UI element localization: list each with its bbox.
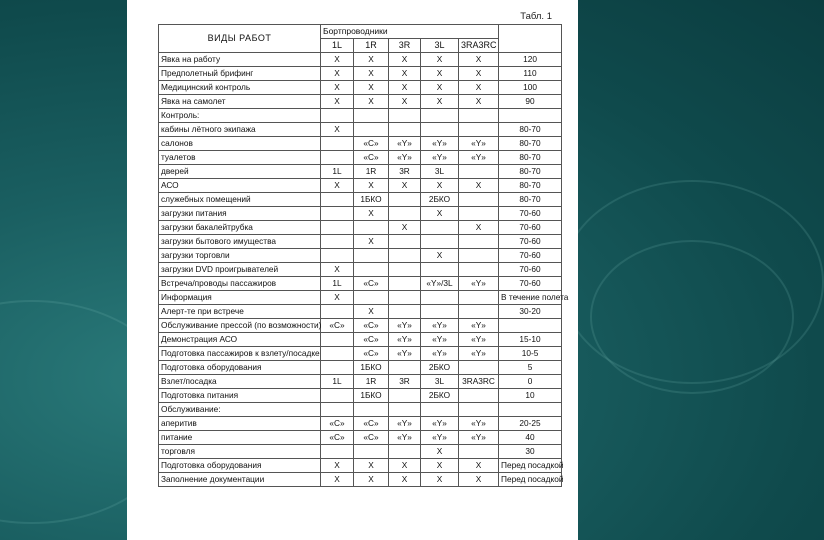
row-crew-cell: X	[421, 445, 459, 459]
row-crew-cell: «Y»	[389, 347, 421, 361]
row-crew-cell	[321, 221, 354, 235]
table-row	[159, 109, 562, 123]
row-work-name: Явка на самолет	[159, 95, 321, 109]
table-row	[159, 291, 562, 305]
row-work-name: Обслуживание прессой (по возможности)	[159, 319, 321, 333]
header-crew-group: Бортпроводники	[321, 25, 499, 39]
row-crew-cell: «C»	[354, 319, 389, 333]
row-crew-cell: X	[354, 473, 389, 487]
work-schedule-table	[158, 24, 569, 487]
row-crew-cell: X	[354, 67, 389, 81]
table-row	[159, 179, 562, 193]
row-work-name: Явка на работу	[159, 53, 321, 67]
row-crew-cell: X	[321, 123, 354, 137]
table-row	[159, 347, 562, 361]
row-crew-cell	[321, 193, 354, 207]
row-crew-cell: «C»	[354, 333, 389, 347]
row-crew-cell: «Y»	[421, 333, 459, 347]
table-row	[159, 137, 562, 151]
row-crew-cell	[354, 123, 389, 137]
row-time-cell: 5	[499, 361, 562, 375]
row-crew-cell	[459, 403, 499, 417]
row-crew-cell	[459, 263, 499, 277]
row-crew-cell: 1БКО	[354, 193, 389, 207]
row-crew-cell: «Y»	[389, 333, 421, 347]
row-crew-cell: X	[321, 291, 354, 305]
row-crew-cell	[459, 291, 499, 305]
row-time-cell: 80-70	[499, 137, 562, 151]
table-row	[159, 263, 562, 277]
row-crew-cell: 2БКО	[421, 389, 459, 403]
row-crew-cell: X	[354, 53, 389, 67]
row-crew-cell	[354, 263, 389, 277]
row-crew-cell: «Y»	[389, 431, 421, 445]
row-work-name: туалетов	[159, 151, 321, 165]
row-work-name: Подготовка пассажиров к взлету/посадке	[159, 347, 321, 361]
table-row	[159, 459, 562, 473]
row-crew-cell	[389, 305, 421, 319]
row-crew-cell	[321, 137, 354, 151]
row-crew-cell: 1L	[321, 165, 354, 179]
row-time-cell: 30	[499, 445, 562, 459]
table-row	[159, 333, 562, 347]
row-crew-cell: «Y»	[421, 431, 459, 445]
row-time-cell: 70-60	[499, 263, 562, 277]
row-crew-cell: «Y»	[459, 137, 499, 151]
row-time-cell: 10	[499, 389, 562, 403]
row-crew-cell: X	[421, 81, 459, 95]
row-crew-cell	[421, 221, 459, 235]
row-crew-cell	[389, 403, 421, 417]
row-work-name: Подготовка оборудования	[159, 459, 321, 473]
row-crew-cell: X	[389, 95, 421, 109]
row-crew-cell: X	[321, 67, 354, 81]
row-time-cell: 90	[499, 95, 562, 109]
row-time-cell: 0	[499, 375, 562, 389]
row-crew-cell: 3R	[389, 165, 421, 179]
row-crew-cell	[389, 109, 421, 123]
row-time-cell: 20-25	[499, 417, 562, 431]
row-crew-cell	[354, 445, 389, 459]
row-work-name: Демонстрация АСО	[159, 333, 321, 347]
table-row	[159, 417, 562, 431]
row-crew-cell: X	[421, 67, 459, 81]
table-row	[159, 277, 562, 291]
row-work-name: Заполнение документации	[159, 473, 321, 487]
row-crew-cell: «C»	[321, 319, 354, 333]
row-crew-cell: X	[421, 207, 459, 221]
row-crew-cell: 3R	[389, 375, 421, 389]
row-crew-cell	[321, 305, 354, 319]
row-time-cell	[499, 319, 562, 333]
row-work-name: загрузки бакалейтрубка	[159, 221, 321, 235]
table-row	[159, 473, 562, 487]
row-crew-cell	[421, 305, 459, 319]
table-row	[159, 445, 562, 459]
row-crew-cell: 1БКО	[354, 389, 389, 403]
row-crew-cell	[321, 445, 354, 459]
row-crew-cell: «Y»	[459, 277, 499, 291]
row-crew-cell: X	[459, 459, 499, 473]
row-crew-cell: «Y»	[421, 417, 459, 431]
row-crew-cell: X	[321, 459, 354, 473]
row-time-cell: 10-5	[499, 347, 562, 361]
row-work-name: кабины лётного экипажа	[159, 123, 321, 137]
row-crew-cell: 1R	[354, 375, 389, 389]
row-time-cell: 70-60	[499, 277, 562, 291]
row-crew-cell	[389, 389, 421, 403]
row-crew-cell	[389, 291, 421, 305]
row-crew-cell: «C»	[321, 417, 354, 431]
row-crew-cell	[321, 151, 354, 165]
table-row	[159, 193, 562, 207]
row-crew-cell: 2БКО	[421, 361, 459, 375]
row-time-cell: 70-60	[499, 235, 562, 249]
row-crew-cell: X	[321, 95, 354, 109]
row-crew-cell	[459, 109, 499, 123]
row-crew-cell: X	[389, 179, 421, 193]
table-row	[159, 53, 562, 67]
row-crew-cell	[459, 207, 499, 221]
row-time-cell: 70-60	[499, 249, 562, 263]
row-crew-cell: «C»	[354, 277, 389, 291]
row-crew-cell: «Y»	[421, 319, 459, 333]
row-crew-cell: «C»	[354, 417, 389, 431]
row-crew-cell: X	[459, 53, 499, 67]
table-row	[159, 221, 562, 235]
row-time-cell: Перед посадкой	[499, 459, 562, 473]
row-work-name: служебных помещений	[159, 193, 321, 207]
row-work-name: питание	[159, 431, 321, 445]
table-row	[159, 151, 562, 165]
row-crew-cell: «Y»	[389, 417, 421, 431]
row-work-name: салонов	[159, 137, 321, 151]
header-work-types: ВИДЫ РАБОТ	[159, 25, 321, 53]
row-crew-cell: «Y»	[459, 319, 499, 333]
table-row	[159, 95, 562, 109]
row-crew-cell: «C»	[354, 431, 389, 445]
row-work-name: АСО	[159, 179, 321, 193]
row-crew-cell	[389, 263, 421, 277]
row-work-name: Контроль:	[159, 109, 321, 123]
row-work-name: Предполетный брифинг	[159, 67, 321, 81]
row-crew-cell: «Y»	[459, 347, 499, 361]
row-crew-cell	[321, 207, 354, 221]
table-row	[159, 431, 562, 445]
row-time-cell: 80-70	[499, 151, 562, 165]
row-crew-cell: X	[354, 235, 389, 249]
row-crew-cell: X	[321, 473, 354, 487]
row-time-cell: 80-70	[499, 165, 562, 179]
row-crew-cell: X	[321, 179, 354, 193]
table-row	[159, 319, 562, 333]
row-crew-cell: 3L	[421, 165, 459, 179]
row-crew-cell	[354, 249, 389, 263]
row-crew-cell	[354, 221, 389, 235]
row-crew-cell: «Y»	[389, 319, 421, 333]
row-crew-cell: X	[421, 179, 459, 193]
row-crew-cell: X	[354, 305, 389, 319]
table-row	[159, 67, 562, 81]
row-crew-cell	[459, 193, 499, 207]
row-crew-cell	[421, 291, 459, 305]
row-work-name: аперитив	[159, 417, 321, 431]
row-crew-cell: X	[421, 95, 459, 109]
row-crew-cell	[459, 361, 499, 375]
row-crew-cell	[321, 333, 354, 347]
row-time-cell: 110	[499, 67, 562, 81]
row-crew-cell	[459, 165, 499, 179]
row-crew-cell: 1L	[321, 375, 354, 389]
row-work-name: Подготовка питания	[159, 389, 321, 403]
row-crew-cell	[421, 235, 459, 249]
row-crew-cell	[389, 207, 421, 221]
row-crew-cell: «Y»	[459, 151, 499, 165]
row-crew-cell: X	[459, 81, 499, 95]
row-crew-cell: X	[459, 95, 499, 109]
row-work-name: Встреча/проводы пассажиров	[159, 277, 321, 291]
table-row	[159, 375, 562, 389]
table-row	[159, 305, 562, 319]
row-crew-cell: «Y»	[389, 151, 421, 165]
row-crew-cell	[459, 445, 499, 459]
row-work-name: Подготовка оборудования	[159, 361, 321, 375]
row-crew-cell	[389, 277, 421, 291]
row-crew-cell: X	[421, 473, 459, 487]
row-time-cell: 40	[499, 431, 562, 445]
row-crew-cell	[389, 123, 421, 137]
row-crew-cell: «Y»	[389, 137, 421, 151]
row-crew-cell: X	[321, 263, 354, 277]
row-crew-cell: 3L	[421, 375, 459, 389]
row-time-cell	[499, 109, 562, 123]
row-time-cell: 70-60	[499, 207, 562, 221]
header-col-1l: 1L	[321, 39, 354, 53]
header-col-3ra3rc: 3RA3RC	[459, 39, 499, 53]
row-crew-cell	[421, 109, 459, 123]
table-row	[159, 81, 562, 95]
row-time-cell: 80-70	[499, 179, 562, 193]
row-crew-cell: «C»	[354, 151, 389, 165]
row-crew-cell	[354, 403, 389, 417]
table-row	[159, 361, 562, 375]
row-crew-cell: 1L	[321, 277, 354, 291]
row-crew-cell: X	[421, 53, 459, 67]
row-work-name: загрузки торговли	[159, 249, 321, 263]
row-time-cell: 80-70	[499, 123, 562, 137]
row-crew-cell: X	[321, 81, 354, 95]
row-crew-cell: X	[459, 67, 499, 81]
row-crew-cell	[421, 403, 459, 417]
row-work-name: Информация	[159, 291, 321, 305]
row-crew-cell	[321, 235, 354, 249]
row-work-name: загрузки DVD проигрывателей	[159, 263, 321, 277]
table-row	[159, 249, 562, 263]
table-row	[159, 165, 562, 179]
row-crew-cell	[321, 347, 354, 361]
row-crew-cell: X	[354, 81, 389, 95]
row-crew-cell: «C»	[321, 431, 354, 445]
row-crew-cell: 1БКО	[354, 361, 389, 375]
row-crew-cell: «Y»	[421, 137, 459, 151]
row-crew-cell	[389, 361, 421, 375]
row-crew-cell: X	[459, 221, 499, 235]
row-crew-cell: X	[389, 459, 421, 473]
table-row	[159, 235, 562, 249]
row-crew-cell	[421, 123, 459, 137]
row-crew-cell	[321, 109, 354, 123]
row-crew-cell: «C»	[354, 347, 389, 361]
row-time-cell	[499, 403, 562, 417]
row-crew-cell: X	[459, 473, 499, 487]
row-crew-cell	[321, 249, 354, 263]
header-col-3r: 3R	[389, 39, 421, 53]
row-crew-cell: X	[421, 249, 459, 263]
row-crew-cell	[321, 361, 354, 375]
row-crew-cell	[354, 109, 389, 123]
row-time-cell: Перед посадкой	[499, 473, 562, 487]
row-crew-cell: «C»	[354, 137, 389, 151]
row-crew-cell	[459, 305, 499, 319]
row-crew-cell: X	[354, 95, 389, 109]
table-row	[159, 403, 562, 417]
row-crew-cell: 2БКО	[421, 193, 459, 207]
row-work-name: загрузки бытового имущества	[159, 235, 321, 249]
row-crew-cell	[459, 235, 499, 249]
row-crew-cell: X	[459, 179, 499, 193]
row-crew-cell	[389, 193, 421, 207]
header-col-1r: 1R	[354, 39, 389, 53]
header-blank	[499, 25, 562, 53]
row-work-name: торговля	[159, 445, 321, 459]
row-work-name: дверей	[159, 165, 321, 179]
row-crew-cell: X	[354, 459, 389, 473]
row-crew-cell: X	[389, 473, 421, 487]
row-time-cell: 15-10	[499, 333, 562, 347]
row-crew-cell: «Y»	[459, 431, 499, 445]
row-work-name: Медицинский контроль	[159, 81, 321, 95]
document-page	[127, 0, 578, 540]
row-crew-cell: X	[321, 53, 354, 67]
row-time-cell: 30-20	[499, 305, 562, 319]
header-row-top	[159, 25, 562, 39]
background-swirl	[590, 240, 794, 394]
row-crew-cell: X	[389, 81, 421, 95]
row-work-name: Алерт-те при встрече	[159, 305, 321, 319]
row-crew-cell	[421, 263, 459, 277]
row-crew-cell	[321, 389, 354, 403]
row-time-cell: 70-60	[499, 221, 562, 235]
row-work-name: Обслуживание:	[159, 403, 321, 417]
row-crew-cell: X	[389, 67, 421, 81]
table-row	[159, 389, 562, 403]
table-row	[159, 123, 562, 137]
row-time-cell: 120	[499, 53, 562, 67]
row-crew-cell: «Y»/3L	[421, 277, 459, 291]
row-crew-cell	[354, 291, 389, 305]
header-col-3l: 3L	[421, 39, 459, 53]
row-time-cell: 80-70	[499, 193, 562, 207]
table-body	[159, 53, 569, 487]
row-crew-cell: X	[421, 459, 459, 473]
row-crew-cell: X	[389, 221, 421, 235]
row-crew-cell	[459, 123, 499, 137]
row-crew-cell	[321, 403, 354, 417]
row-crew-cell: 3RA3RC	[459, 375, 499, 389]
row-work-name: Взлет/посадка	[159, 375, 321, 389]
row-crew-cell: «Y»	[421, 347, 459, 361]
row-crew-cell: «Y»	[421, 151, 459, 165]
row-crew-cell	[389, 445, 421, 459]
row-crew-cell	[459, 249, 499, 263]
row-work-name: загрузки питания	[159, 207, 321, 221]
row-crew-cell	[389, 249, 421, 263]
row-time-cell: 100	[499, 81, 562, 95]
table-label: Табл. 1	[520, 11, 552, 22]
row-crew-cell	[389, 235, 421, 249]
row-crew-cell	[459, 389, 499, 403]
row-crew-cell: «Y»	[459, 417, 499, 431]
row-crew-cell: X	[354, 207, 389, 221]
row-crew-cell: X	[389, 53, 421, 67]
row-crew-cell: 1R	[354, 165, 389, 179]
table-row	[159, 207, 562, 221]
row-crew-cell: «Y»	[459, 333, 499, 347]
row-crew-cell: X	[354, 179, 389, 193]
row-time-cell: В течение полета	[499, 291, 562, 305]
